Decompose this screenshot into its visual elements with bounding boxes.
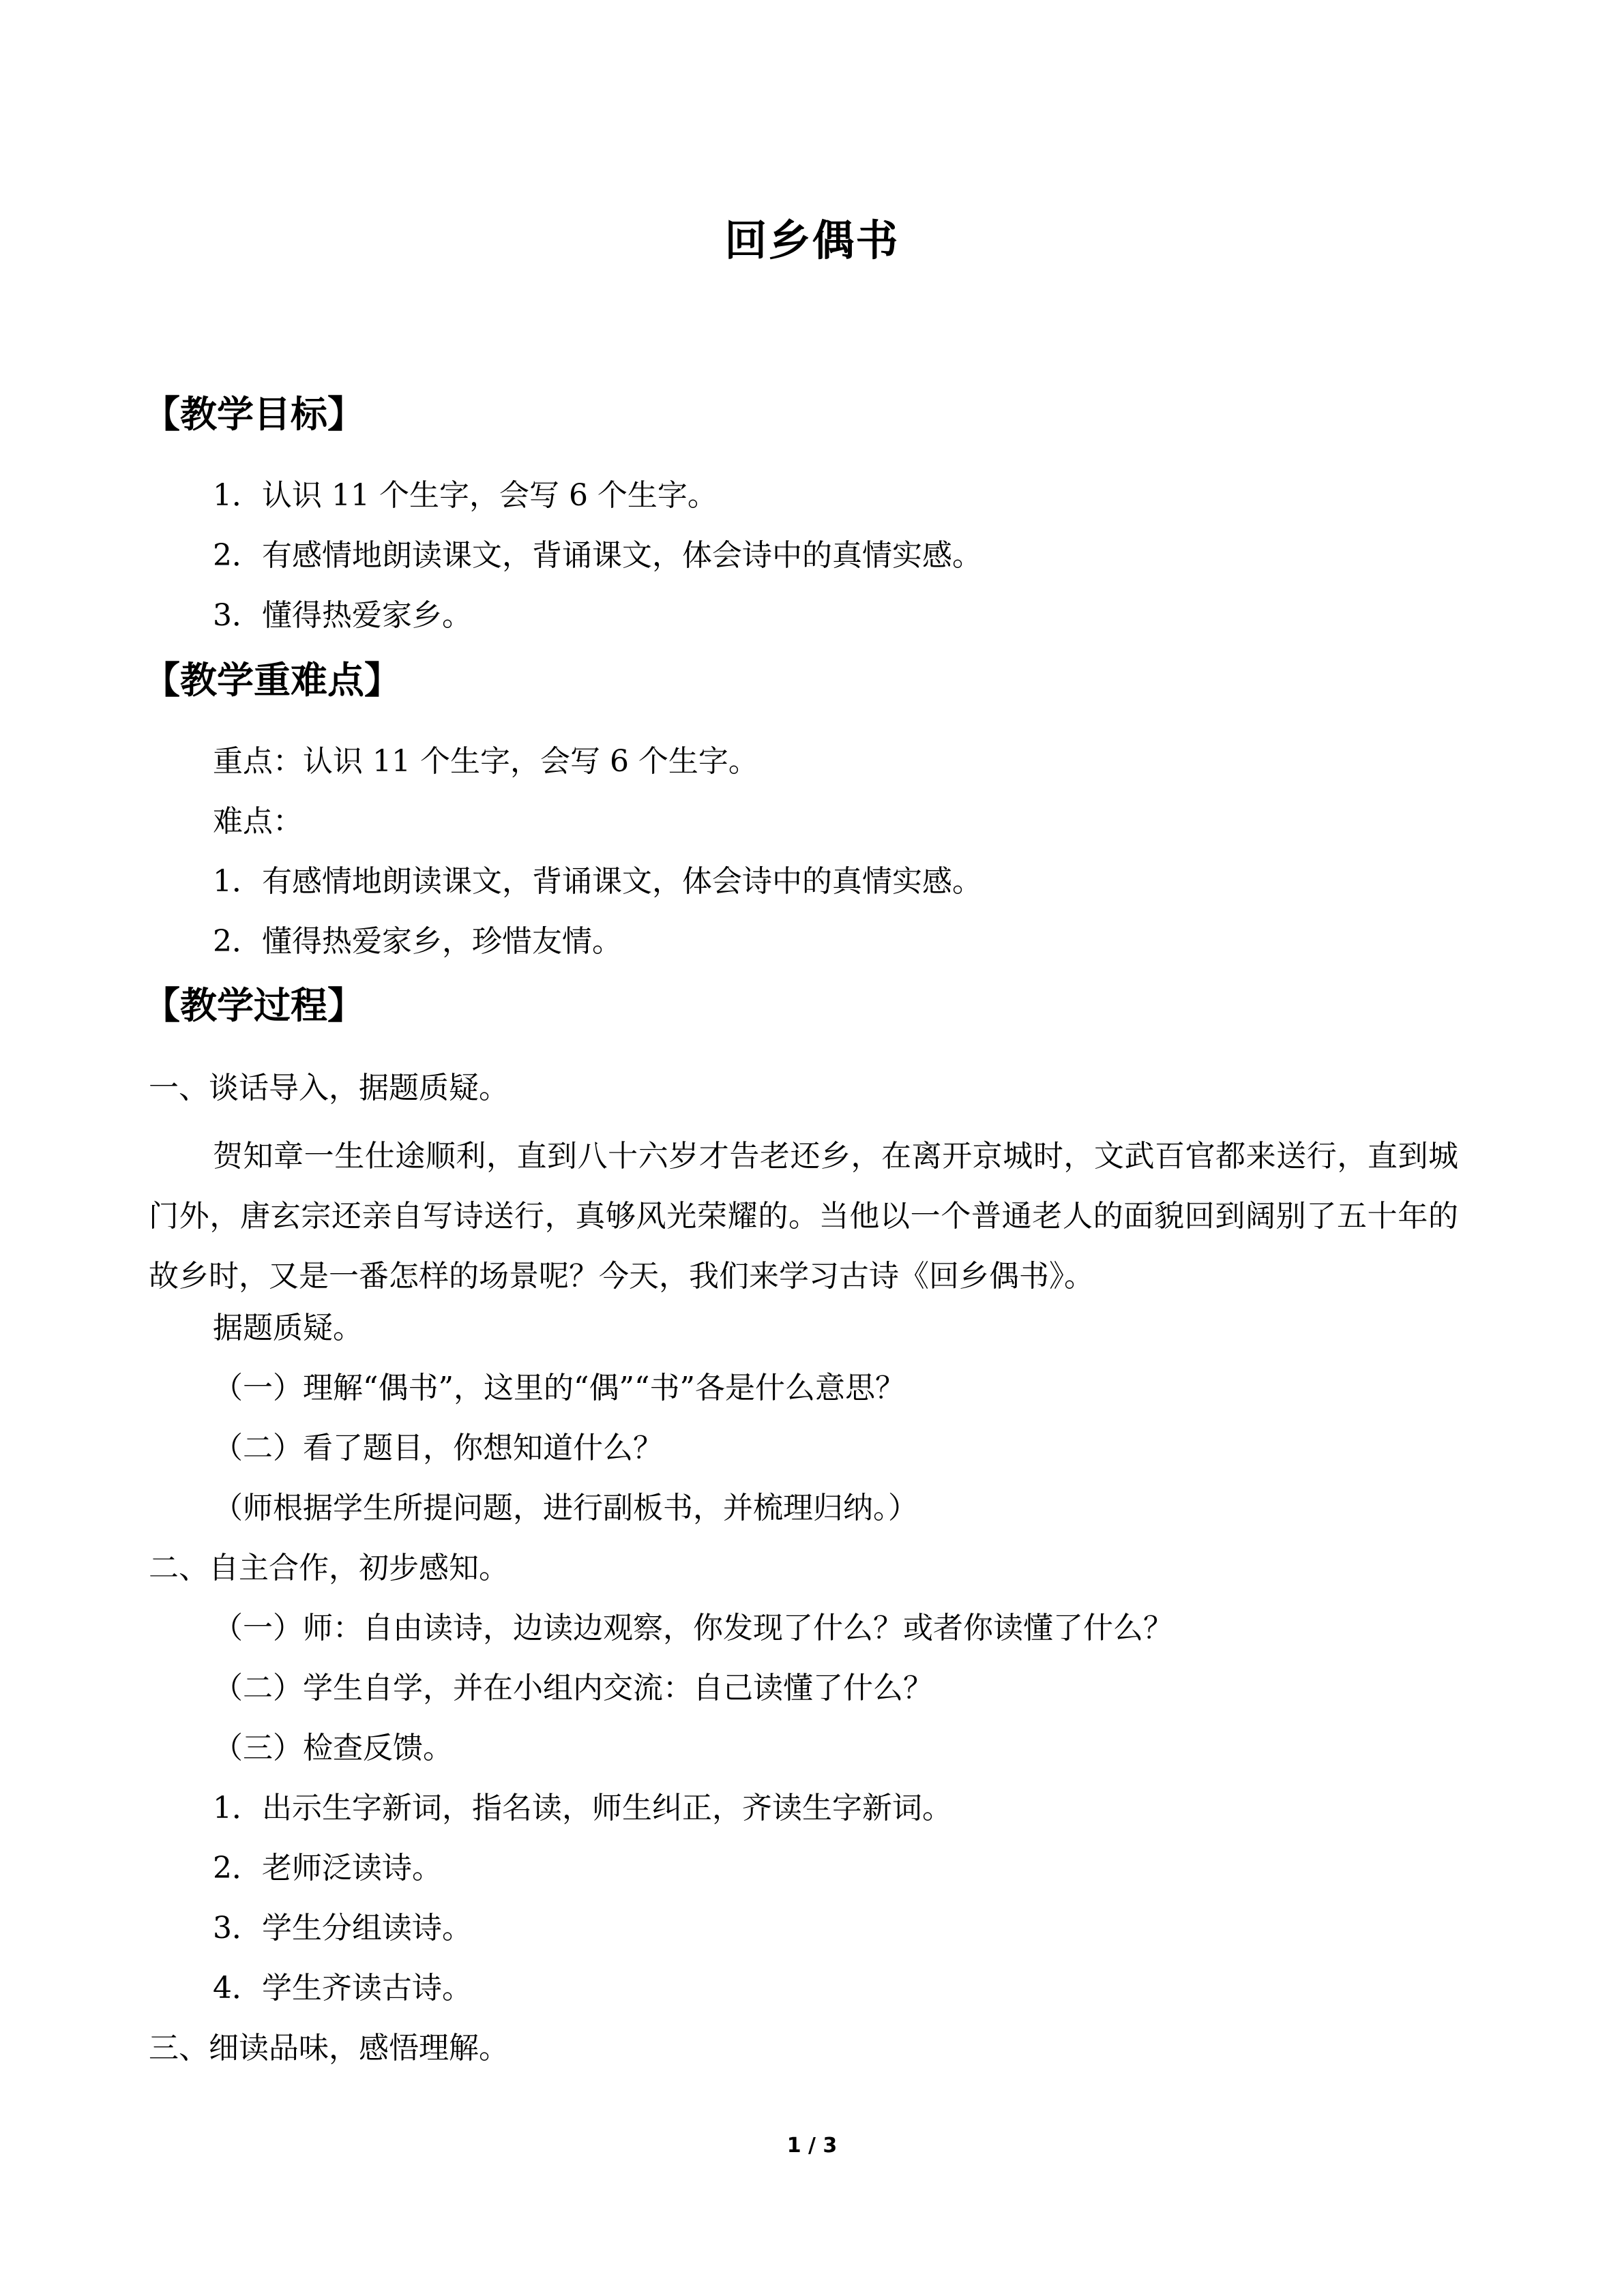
key-point-focus: 重点：认识 11 个生字，会写 6 个生字。 <box>213 744 758 779</box>
heading-teaching-goals: 【教学目标】 <box>143 393 364 436</box>
process-part2-line-3: （三）检查反馈。 <box>213 1731 453 1765</box>
heading-key-difficult-points: 【教学重难点】 <box>143 659 401 702</box>
process-part2-line-6: 3．学生分组读诗。 <box>213 1911 472 1945</box>
difficulty-item-2: 2．懂得热爱家乡，珍惜友情。 <box>213 924 622 959</box>
difficulty-item-1: 1．有感情地朗读课文，背诵课文，体会诗中的真情实感。 <box>213 864 982 899</box>
process-part2-line-1: （一）师：自由读诗，边读边观察，你发现了什么？或者你读懂了什么？ <box>213 1611 1173 1645</box>
goal-item-1: 1．认识 11 个生字，会写 6 个生字。 <box>213 478 718 513</box>
difficulty-label: 难点： <box>213 804 303 839</box>
process-part1-line-2: （一）理解“偶书”，这里的“偶”“书”各是什么意思？ <box>213 1371 905 1405</box>
process-part2-line-7: 4．学生齐读古诗。 <box>213 1971 472 2006</box>
process-part2-title: 二、自主合作，初步感知。 <box>149 1551 509 1585</box>
process-part2-line-4: 1．出示生字新词，指名读，师生纠正，齐读生字新词。 <box>213 1791 952 1825</box>
goal-item-3: 3．懂得热爱家乡。 <box>213 598 472 633</box>
process-part1-line-3: （二）看了题目，你想知道什么？ <box>213 1431 663 1465</box>
process-part3-title: 三、细读品味，感悟理解。 <box>149 2031 509 2066</box>
process-part2-line-5: 2．老师泛读诗。 <box>213 1851 442 1885</box>
process-part1-paragraph: 贺知章一生仕途顺利，直到八十六岁才告老还乡，在离开京城时，文武百官都来送行，直到城门外，唐玄宗还亲自写诗送行，真够风光荣耀的。当他以一个普通老人的面貌回到阔别了五十年的故乡时，又是一番怎样的场景呢？今天，我们来学习古诗《回乡偶书》。 <box>149 1139 1458 1294</box>
process-part2-line-2: （二）学生自学，并在小组内交流：自己读懂了什么？ <box>213 1671 933 1705</box>
process-part1-title: 一、谈话导入，据题质疑。 <box>149 1071 509 1105</box>
goal-item-2: 2．有感情地朗读课文，背诵课文，体会诗中的真情实感。 <box>213 538 982 573</box>
document-title: 回乡偶书 <box>724 215 900 265</box>
process-part1-line-4: （师根据学生所提问题，进行副板书，并梳理归纳。） <box>213 1491 918 1525</box>
heading-teaching-process: 【教学过程】 <box>143 984 364 1027</box>
process-part1-line-1: 据题质疑。 <box>213 1311 363 1345</box>
page-indicator: 1 / 3 <box>786 2134 838 2158</box>
